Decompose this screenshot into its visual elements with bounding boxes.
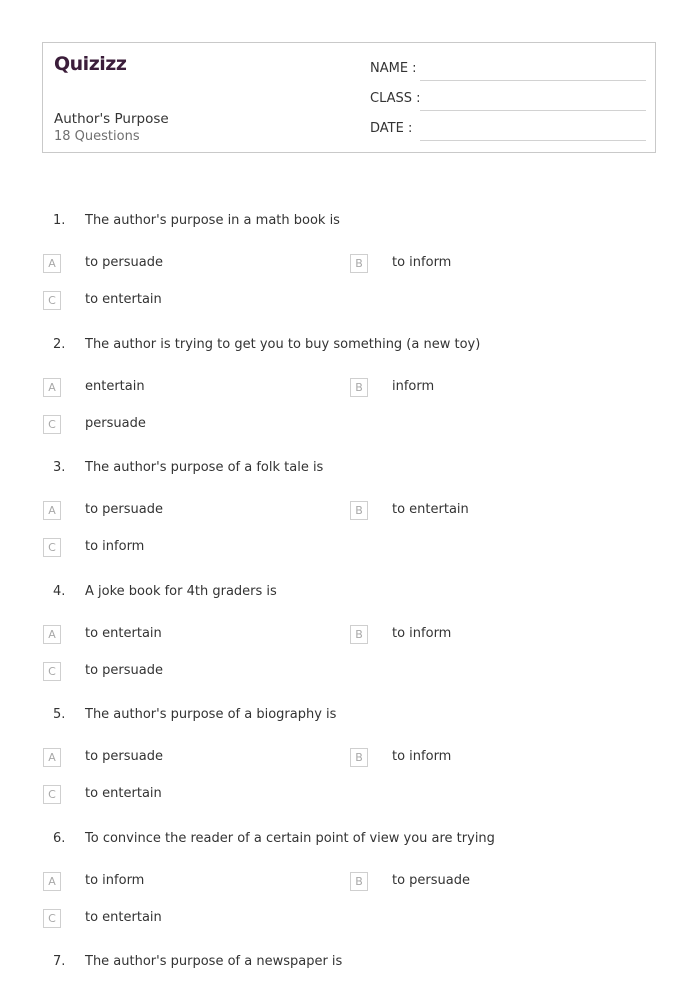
- answer-option-a[interactable]: [43, 872, 303, 892]
- option-letter-box[interactable]: C: [43, 291, 61, 310]
- option-text: entertain: [85, 378, 145, 394]
- question-count: 18 Questions: [54, 129, 140, 144]
- option-text: to entertain: [85, 292, 162, 307]
- name-label: NAME :: [370, 61, 417, 76]
- option-text: to persuade: [85, 749, 164, 764]
- option-text: to entertain: [392, 502, 469, 517]
- answer-option-b[interactable]: [350, 748, 610, 768]
- class-label: CLASS :: [370, 91, 421, 106]
- option-letter-box[interactable]: A: [43, 254, 61, 273]
- question-number: 5.: [53, 707, 66, 722]
- question-text: The author is trying to get you to buy something (a new toy): [85, 336, 481, 352]
- option-text: to inform: [392, 749, 452, 764]
- option-text: to persuade: [85, 255, 164, 270]
- answer-option-c[interactable]: [43, 785, 303, 805]
- question-text: The author's purpose of a biography is: [85, 707, 337, 722]
- option-letter-box[interactable]: C: [43, 415, 61, 434]
- option-text: to entertain: [85, 625, 162, 641]
- answer-option-c[interactable]: [43, 538, 303, 558]
- question-number: 3.: [53, 460, 66, 475]
- answer-option-b[interactable]: [350, 254, 610, 274]
- answer-option-a[interactable]: [43, 378, 303, 398]
- option-letter-box[interactable]: C: [43, 662, 61, 681]
- date-label: DATE :: [370, 121, 413, 136]
- option-text: to entertain: [85, 786, 162, 801]
- answer-option-c[interactable]: [43, 291, 303, 311]
- question-text: A joke book for 4th graders is: [85, 583, 277, 599]
- question-text: The author's purpose of a newspaper is: [85, 954, 343, 969]
- option-text: to inform: [85, 872, 145, 888]
- option-letter-box[interactable]: B: [350, 378, 368, 397]
- quizizz-logo: Quizizz: [54, 53, 127, 75]
- option-letter-box[interactable]: B: [350, 254, 368, 273]
- answer-option-a[interactable]: [43, 254, 303, 274]
- answer-option-c[interactable]: [43, 909, 303, 929]
- answer-option-c[interactable]: [43, 415, 303, 435]
- option-letter-box[interactable]: B: [350, 501, 368, 520]
- answer-option-c[interactable]: [43, 662, 303, 682]
- question-text: The author's purpose in a math book is: [85, 213, 340, 228]
- option-letter-box[interactable]: C: [43, 538, 61, 557]
- option-text: to inform: [85, 539, 145, 554]
- option-letter-box[interactable]: A: [43, 872, 61, 891]
- option-text: to persuade: [392, 872, 471, 888]
- answer-option-b[interactable]: [350, 625, 610, 645]
- question-number: 6.: [53, 830, 66, 846]
- answer-option-b[interactable]: [350, 378, 610, 398]
- option-letter-box[interactable]: A: [43, 378, 61, 397]
- option-letter-box[interactable]: B: [350, 748, 368, 767]
- answer-option-a[interactable]: [43, 748, 303, 768]
- option-letter-box[interactable]: C: [43, 785, 61, 804]
- answer-option-b[interactable]: [350, 501, 610, 521]
- option-letter-box[interactable]: A: [43, 748, 61, 767]
- option-letter-box[interactable]: A: [43, 625, 61, 644]
- option-text: to persuade: [85, 502, 164, 517]
- question-number: 2.: [53, 336, 66, 352]
- option-letter-box[interactable]: C: [43, 909, 61, 928]
- question-text: The author's purpose of a folk tale is: [85, 460, 324, 475]
- option-letter-box[interactable]: A: [43, 501, 61, 520]
- option-letter-box[interactable]: B: [350, 872, 368, 891]
- option-text: to inform: [392, 255, 452, 270]
- question-number: 4.: [53, 583, 66, 599]
- question-number: 7.: [53, 954, 66, 969]
- question-text: To convince the reader of a certain point of view you are trying: [85, 830, 495, 846]
- worksheet-title: Author's Purpose: [54, 111, 169, 127]
- question-number: 1.: [53, 213, 66, 228]
- option-letter-box[interactable]: B: [350, 625, 368, 644]
- option-text: to entertain: [85, 909, 162, 925]
- answer-option-b[interactable]: [350, 872, 610, 892]
- answer-option-a[interactable]: [43, 625, 303, 645]
- option-text: persuade: [85, 415, 146, 431]
- option-text: inform: [392, 378, 435, 394]
- answer-option-a[interactable]: [43, 501, 303, 521]
- option-text: to persuade: [85, 662, 164, 678]
- option-text: to inform: [392, 625, 452, 641]
